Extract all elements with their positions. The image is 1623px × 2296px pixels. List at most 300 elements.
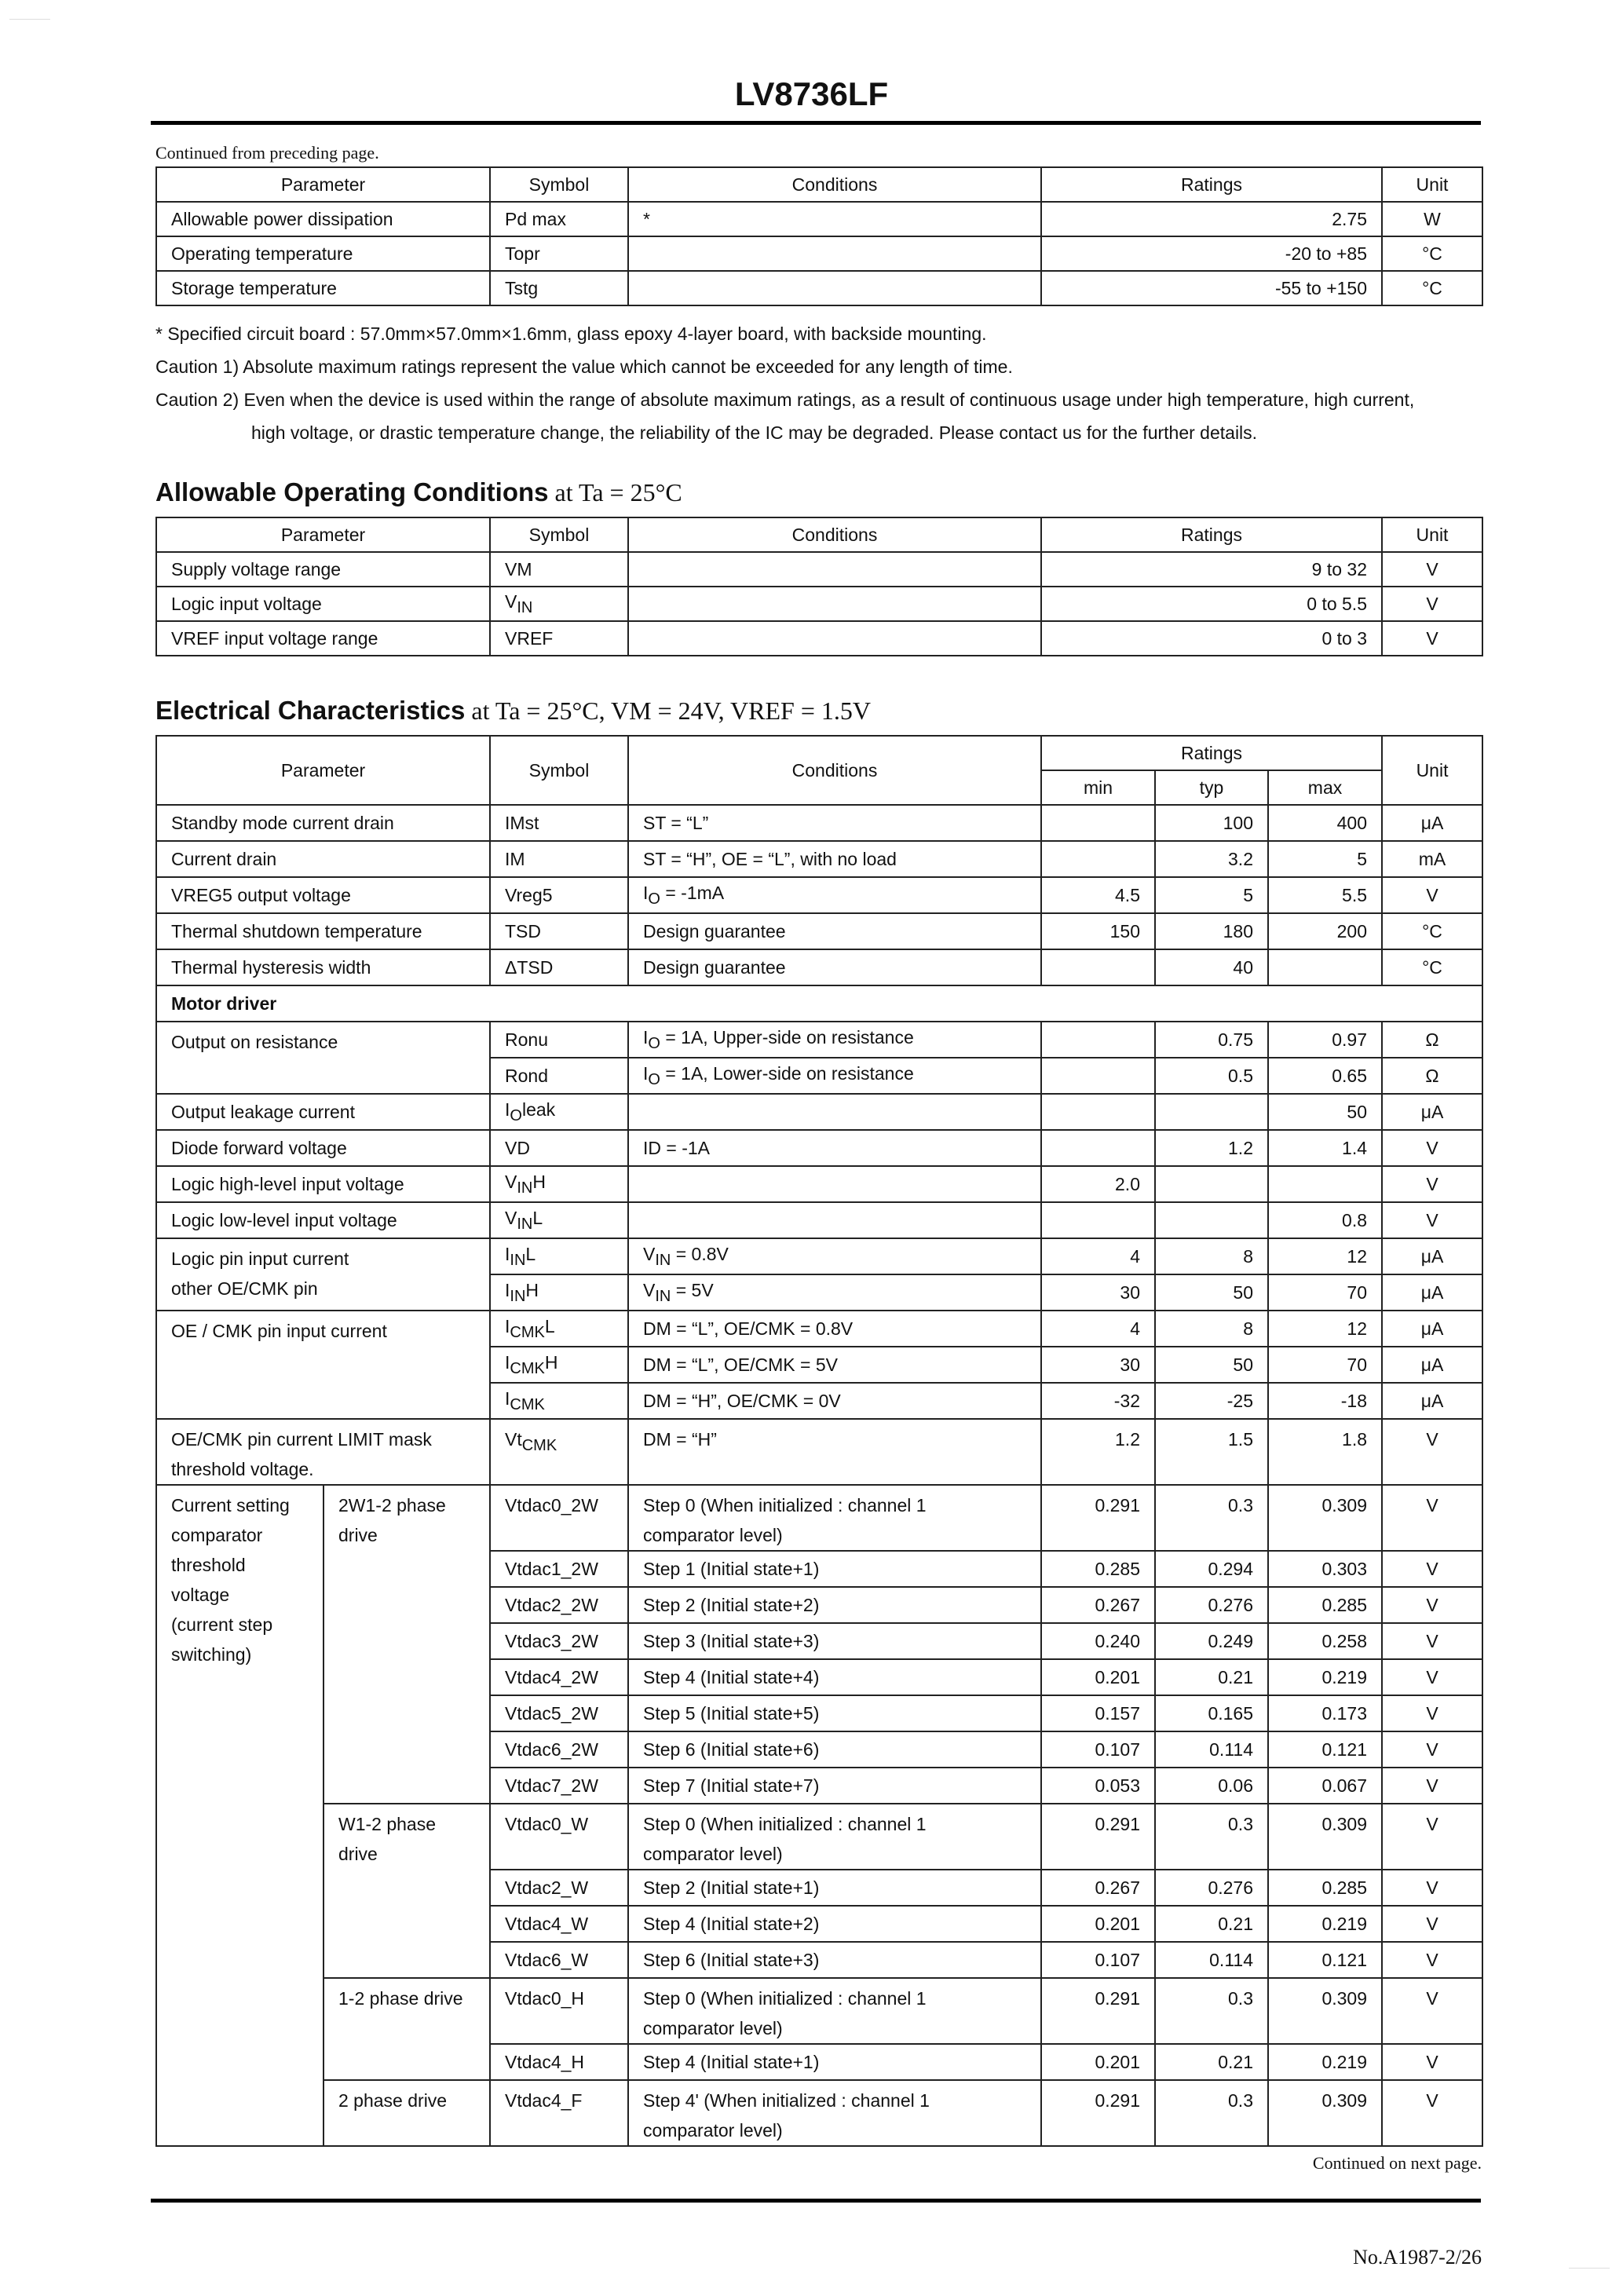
symbol-rest: L xyxy=(544,1315,555,1336)
continued-next-note: Continued on next page. xyxy=(1312,2153,1482,2173)
conditions-cell xyxy=(628,1094,1041,1130)
conditions-cell: Design guarantee xyxy=(628,913,1041,949)
conditions-cell: DM = “L”, OE/CMK = 0.8V xyxy=(628,1311,1041,1347)
min-cell: 2.0 xyxy=(1041,1166,1155,1202)
conditions-cell xyxy=(628,1202,1041,1238)
table-row xyxy=(156,202,1482,236)
ratings-cell: 0 to 3 xyxy=(1041,621,1382,656)
parameter-cell: Logic high-level input voltage xyxy=(156,1166,490,1202)
unit-cell: V xyxy=(1382,1551,1482,1587)
symbol-cell: Vtdac0_W xyxy=(490,1804,628,1870)
parameter-cell: Thermal shutdown temperature xyxy=(156,913,490,949)
typ-cell: 8 xyxy=(1155,1238,1268,1274)
typ-cell: 0.276 xyxy=(1155,1870,1268,1906)
min-cell: 4 xyxy=(1041,1311,1155,1347)
min-cell xyxy=(1041,1022,1155,1058)
symbol-cell: Pd max xyxy=(490,202,628,236)
symbol-cell: Vtdac4_H xyxy=(490,2044,628,2080)
conditions-cell xyxy=(628,552,1041,587)
conditions-cell xyxy=(628,2080,1041,2146)
unit-cell: μA xyxy=(1382,1238,1482,1274)
column-header-min: min xyxy=(1041,770,1155,805)
parameter-cell: Output on resistance xyxy=(156,1022,490,1094)
min-cell: 0.240 xyxy=(1041,1623,1155,1659)
column-header: Unit xyxy=(1382,517,1482,552)
unit-cell: V xyxy=(1382,1485,1482,1551)
table-row xyxy=(156,1094,1482,1130)
table-row xyxy=(156,1166,1482,1202)
table-row xyxy=(156,1022,1482,1058)
section-condition: at Ta = 25°C xyxy=(548,478,682,506)
conditions-cell xyxy=(628,877,1041,913)
cond-rest: = -1mA xyxy=(660,882,725,903)
min-cell: 0.267 xyxy=(1041,1870,1155,1906)
drive-mode-cell xyxy=(324,1804,490,1978)
typ-cell: 0.21 xyxy=(1155,1659,1268,1695)
unit-cell: V xyxy=(1382,1659,1482,1695)
conditions-cell: ST = “H”, OE = “L”, with no load xyxy=(628,841,1041,877)
symbol-rest: leak xyxy=(521,1099,556,1120)
max-cell: 0.173 xyxy=(1268,1695,1382,1731)
symbol-cell: ΔTSD xyxy=(490,949,628,985)
typ-cell: 0.06 xyxy=(1155,1768,1268,1804)
table-row xyxy=(156,1978,1482,2044)
unit-cell: μA xyxy=(1382,805,1482,841)
min-cell: 4 xyxy=(1041,1238,1155,1274)
max-cell: 1.4 xyxy=(1268,1130,1382,1166)
cond-line: comparator level) xyxy=(643,1525,783,1545)
ratings-cell: 9 to 32 xyxy=(1041,552,1382,587)
symbol-subscript: IN xyxy=(517,598,533,616)
parameter-cell: Operating temperature xyxy=(156,236,490,271)
parameter-cell: Logic input voltage xyxy=(156,587,490,621)
unit-cell: V xyxy=(1382,1166,1482,1202)
table-row xyxy=(156,271,1482,305)
parameter-cell: Thermal hysteresis width xyxy=(156,949,490,985)
symbol-cell: Topr xyxy=(490,236,628,271)
table-row xyxy=(156,621,1482,656)
unit-cell: V xyxy=(1382,1623,1482,1659)
parameter-cell: Storage temperature xyxy=(156,271,490,305)
parameter-line: comparator xyxy=(171,1525,263,1545)
symbol-cell: Vtdac2_2W xyxy=(490,1587,628,1623)
symbol-cell: Vtdac4_2W xyxy=(490,1659,628,1695)
unit-cell: V xyxy=(1382,1202,1482,1238)
conditions-cell: Step 2 (Initial state+2) xyxy=(628,1587,1041,1623)
symbol-cell xyxy=(490,1419,628,1485)
table-header-row xyxy=(156,167,1482,202)
doc-number: No.A1987-2/26 xyxy=(1353,2246,1482,2269)
cond-rest: = 1A, Lower-side on resistance xyxy=(660,1062,914,1084)
min-cell: 0.291 xyxy=(1041,2080,1155,2146)
continued-from-note: Continued from preceding page. xyxy=(155,143,379,163)
conditions-cell: * xyxy=(628,202,1041,236)
symbol-cell: Vtdac3_2W xyxy=(490,1623,628,1659)
parameter-cell: Diode forward voltage xyxy=(156,1130,490,1166)
typ-cell: 1.5 xyxy=(1155,1419,1268,1485)
typ-cell: 0.21 xyxy=(1155,1906,1268,1942)
symbol-cell: Vreg5 xyxy=(490,877,628,913)
typ-cell: 1.2 xyxy=(1155,1130,1268,1166)
unit-cell: Ω xyxy=(1382,1058,1482,1094)
table-row xyxy=(156,841,1482,877)
cond-subscript: O xyxy=(648,890,660,908)
mode-line: drive xyxy=(338,1844,378,1864)
ratings-cell: -55 to +150 xyxy=(1041,271,1382,305)
parameter-line: Logic pin input current xyxy=(171,1249,349,1269)
parameter-line: (current step xyxy=(171,1614,273,1635)
symbol-cell: Tstg xyxy=(490,271,628,305)
parameter-cell: VREF input voltage range xyxy=(156,621,490,656)
column-header: Conditions xyxy=(628,517,1041,552)
table-row xyxy=(156,1311,1482,1347)
max-cell: 0.219 xyxy=(1268,2044,1382,2080)
unit-cell: V xyxy=(1382,877,1482,913)
cond-rest: = 5V xyxy=(671,1279,714,1300)
symbol-cell xyxy=(490,1166,628,1202)
min-cell: 0.201 xyxy=(1041,1906,1155,1942)
min-cell xyxy=(1041,841,1155,877)
section-title: Allowable Operating Conditions xyxy=(155,477,549,506)
parameter-line: other OE/CMK pin xyxy=(171,1278,318,1299)
unit-cell: °C xyxy=(1382,949,1482,985)
symbol-rest: L xyxy=(532,1207,543,1228)
unit-cell: V xyxy=(1382,552,1482,587)
max-cell: 0.309 xyxy=(1268,1485,1382,1551)
ratings-cell: 0 to 5.5 xyxy=(1041,587,1382,621)
symbol-main: I xyxy=(505,1315,510,1336)
min-cell: 0.291 xyxy=(1041,1804,1155,1870)
min-cell xyxy=(1041,1094,1155,1130)
conditions-cell: Design guarantee xyxy=(628,949,1041,985)
cond-main: I xyxy=(643,882,649,903)
min-cell xyxy=(1041,949,1155,985)
parameter-cell: OE / CMK pin input current xyxy=(156,1311,490,1419)
typ-cell: 0.165 xyxy=(1155,1695,1268,1731)
max-cell: 70 xyxy=(1268,1274,1382,1311)
unit-cell: μA xyxy=(1382,1347,1482,1383)
conditions-cell: Step 4 (Initial state+1) xyxy=(628,2044,1041,2080)
symbol-cell: Vtdac0_2W xyxy=(490,1485,628,1551)
cond-subscript: IN xyxy=(655,1287,671,1305)
unit-cell: W xyxy=(1382,202,1482,236)
max-cell: 0.309 xyxy=(1268,1978,1382,2044)
min-cell: 0.285 xyxy=(1041,1551,1155,1587)
max-cell: 400 xyxy=(1268,805,1382,841)
typ-cell: 100 xyxy=(1155,805,1268,841)
max-cell: 5 xyxy=(1268,841,1382,877)
unit-cell: μA xyxy=(1382,1274,1482,1311)
conditions-cell: Step 4 (Initial state+2) xyxy=(628,1906,1041,1942)
cond-main: I xyxy=(643,1026,649,1047)
parameter-line: switching) xyxy=(171,1644,252,1665)
cond-subscript: IN xyxy=(655,1251,671,1269)
conditions-cell xyxy=(628,1485,1041,1551)
cond-subscript: O xyxy=(648,1070,660,1088)
symbol-cell: TSD xyxy=(490,913,628,949)
caution-2-continued: high voltage, or drastic temperature change, the reliability of the IC may be degraded. Please contact us for the further details. xyxy=(251,422,1258,443)
cond-line: Step 0 (When initialized : channel 1 xyxy=(643,1495,927,1515)
typ-cell: 0.294 xyxy=(1155,1551,1268,1587)
unit-cell: V xyxy=(1382,1731,1482,1768)
symbol-main: V xyxy=(505,1171,517,1192)
unit-cell: V xyxy=(1382,1906,1482,1942)
typ-cell: 8 xyxy=(1155,1311,1268,1347)
table-row xyxy=(156,1804,1482,1870)
table-header-row xyxy=(156,736,1482,770)
parameter-line: OE/CMK pin current LIMIT mask xyxy=(171,1429,432,1450)
unit-cell: °C xyxy=(1382,271,1482,305)
min-cell: 0.291 xyxy=(1041,1485,1155,1551)
column-header: Parameter xyxy=(156,517,490,552)
symbol-cell: Vtdac6_W xyxy=(490,1942,628,1978)
unit-cell: V xyxy=(1382,621,1482,656)
symbol-cell: Vtdac4_F xyxy=(490,2080,628,2146)
min-cell: 0.107 xyxy=(1041,1942,1155,1978)
typ-cell: 0.276 xyxy=(1155,1587,1268,1623)
max-cell: 0.067 xyxy=(1268,1768,1382,1804)
parameter-cell: VREG5 output voltage xyxy=(156,877,490,913)
symbol-cell: VM xyxy=(490,552,628,587)
symbol-main: I xyxy=(505,1387,510,1409)
typ-cell: 5 xyxy=(1155,877,1268,913)
column-header: Ratings xyxy=(1041,736,1382,770)
unit-cell: V xyxy=(1382,587,1482,621)
parameter-cell: Current drain xyxy=(156,841,490,877)
table-row xyxy=(156,949,1482,985)
parameter-cell: Supply voltage range xyxy=(156,552,490,587)
conditions-cell: Step 4 (Initial state+4) xyxy=(628,1659,1041,1695)
cond-line: comparator level) xyxy=(643,2120,783,2141)
max-cell: -18 xyxy=(1268,1383,1382,1419)
symbol-main: I xyxy=(505,1351,510,1373)
symbol-cell: IM xyxy=(490,841,628,877)
min-cell: 1.2 xyxy=(1041,1419,1155,1485)
max-cell xyxy=(1268,1166,1382,1202)
max-cell: 0.219 xyxy=(1268,1906,1382,1942)
symbol-subscript: CMK xyxy=(510,1323,545,1341)
section-label: Motor driver xyxy=(156,985,1482,1022)
max-cell: 0.285 xyxy=(1268,1587,1382,1623)
table-row xyxy=(156,913,1482,949)
min-cell xyxy=(1041,805,1155,841)
symbol-cell xyxy=(490,1274,628,1311)
table-row xyxy=(156,1130,1482,1166)
unit-cell: μA xyxy=(1382,1383,1482,1419)
table-row xyxy=(156,587,1482,621)
typ-cell: 0.3 xyxy=(1155,1804,1268,1870)
symbol-cell: Vtdac4_W xyxy=(490,1906,628,1942)
symbol-rest: L xyxy=(525,1243,536,1264)
unit-cell: V xyxy=(1382,1695,1482,1731)
typ-cell: 0.114 xyxy=(1155,1942,1268,1978)
max-cell: 0.219 xyxy=(1268,1659,1382,1695)
max-cell: 0.121 xyxy=(1268,1942,1382,1978)
allowable-table xyxy=(155,517,1483,656)
min-cell: 0.291 xyxy=(1041,1978,1155,2044)
symbol-main: V xyxy=(505,1207,517,1228)
unit-cell: V xyxy=(1382,2080,1482,2146)
symbol-cell: Vtdac0_H xyxy=(490,1978,628,2044)
max-cell: 1.8 xyxy=(1268,1419,1382,1485)
max-cell: 50 xyxy=(1268,1094,1382,1130)
parameter-cell: Standby mode current drain xyxy=(156,805,490,841)
parameter-cell: Logic low-level input voltage xyxy=(156,1202,490,1238)
typ-cell: 50 xyxy=(1155,1347,1268,1383)
max-cell: 12 xyxy=(1268,1238,1382,1274)
symbol-rest: H xyxy=(532,1171,546,1192)
conditions-cell xyxy=(628,1238,1041,1274)
table-row xyxy=(156,1419,1482,1485)
symbol-cell xyxy=(490,587,628,621)
conditions-cell: Step 7 (Initial state+7) xyxy=(628,1768,1041,1804)
mode-line: W1-2 phase xyxy=(338,1814,437,1834)
min-cell: 0.053 xyxy=(1041,1768,1155,1804)
drive-mode-cell xyxy=(324,1485,490,1804)
unit-cell: V xyxy=(1382,1804,1482,1870)
table-row xyxy=(156,1485,1482,1551)
typ-cell: -25 xyxy=(1155,1383,1268,1419)
ratings-cell: 2.75 xyxy=(1041,202,1382,236)
caution-1: Caution 1) Absolute maximum ratings represent the value which cannot be exceeded for any length of time. xyxy=(155,356,1013,377)
drive-mode-cell: 1-2 phase drive xyxy=(324,1978,490,2080)
cond-rest: = 0.8V xyxy=(671,1243,729,1264)
header-rule xyxy=(151,121,1481,125)
parameter-cell: Output leakage current xyxy=(156,1094,490,1130)
cond-rest: = 1A, Upper-side on resistance xyxy=(660,1026,914,1047)
conditions-cell xyxy=(628,1978,1041,2044)
typ-cell: 0.5 xyxy=(1155,1058,1268,1094)
section-row xyxy=(156,985,1482,1022)
typ-cell: 0.3 xyxy=(1155,2080,1268,2146)
parameter-cell xyxy=(156,1419,490,1485)
column-header-max: max xyxy=(1268,770,1382,805)
conditions-cell xyxy=(628,1022,1041,1058)
typ-cell: 0.75 xyxy=(1155,1022,1268,1058)
column-header-typ: typ xyxy=(1155,770,1268,805)
column-header: Conditions xyxy=(628,736,1041,805)
conditions-cell xyxy=(628,1274,1041,1311)
parameter-line: Current setting xyxy=(171,1495,290,1515)
min-cell: 30 xyxy=(1041,1274,1155,1311)
conditions-cell xyxy=(628,1166,1041,1202)
column-header: Ratings xyxy=(1041,517,1382,552)
conditions-cell: ID = -1A xyxy=(628,1130,1041,1166)
table-row xyxy=(156,236,1482,271)
table-header-row xyxy=(156,517,1482,552)
unit-cell: mA xyxy=(1382,841,1482,877)
conditions-cell xyxy=(628,1058,1041,1094)
cond-main: V xyxy=(643,1279,656,1300)
symbol-subscript: CMK xyxy=(510,1359,545,1377)
table-row xyxy=(156,1238,1482,1274)
max-cell: 0.309 xyxy=(1268,1804,1382,1870)
cond-subscript: O xyxy=(648,1034,660,1052)
min-cell xyxy=(1041,1202,1155,1238)
max-cell: 5.5 xyxy=(1268,877,1382,913)
symbol-cell: Vtdac2_W xyxy=(490,1870,628,1906)
page-title: LV8736LF xyxy=(734,75,889,112)
conditions-cell: Step 3 (Initial state+3) xyxy=(628,1623,1041,1659)
unit-cell: °C xyxy=(1382,236,1482,271)
typ-cell xyxy=(1155,1166,1268,1202)
min-cell: 0.267 xyxy=(1041,1587,1155,1623)
min-cell: 0.157 xyxy=(1041,1695,1155,1731)
unit-cell: V xyxy=(1382,1978,1482,2044)
min-cell: 0.201 xyxy=(1041,1659,1155,1695)
symbol-cell xyxy=(490,1202,628,1238)
typ-cell: 0.114 xyxy=(1155,1731,1268,1768)
table-row xyxy=(156,877,1482,913)
symbol-cell: VD xyxy=(490,1130,628,1166)
symbol-subscript: O xyxy=(510,1106,522,1124)
conditions-cell: DM = “H” xyxy=(628,1419,1041,1485)
symbol-main: I xyxy=(505,1243,510,1264)
symbol-cell: Vtdac6_2W xyxy=(490,1731,628,1768)
symbol-cell xyxy=(490,1238,628,1274)
symbol-rest: H xyxy=(525,1279,539,1300)
scan-corner-mark xyxy=(1569,2268,1610,2269)
max-cell: 0.309 xyxy=(1268,2080,1382,2146)
symbol-cell xyxy=(490,1383,628,1419)
column-header: Ratings xyxy=(1041,167,1382,202)
conditions-cell xyxy=(628,587,1041,621)
conditions-cell: Step 6 (Initial state+3) xyxy=(628,1942,1041,1978)
table-row xyxy=(156,1202,1482,1238)
symbol-subscript: CMK xyxy=(521,1437,557,1454)
parameter-cell xyxy=(156,1238,490,1311)
symbol-cell: Vtdac5_2W xyxy=(490,1695,628,1731)
table-row xyxy=(156,552,1482,587)
cond-main: I xyxy=(643,1062,649,1084)
min-cell: 0.201 xyxy=(1041,2044,1155,2080)
symbol-cell: Vtdac1_2W xyxy=(490,1551,628,1587)
cond-line: comparator level) xyxy=(643,2018,783,2038)
symbol-main: I xyxy=(505,1099,510,1120)
max-cell: 0.258 xyxy=(1268,1623,1382,1659)
footer-rule xyxy=(151,2199,1481,2203)
unit-cell: μA xyxy=(1382,1311,1482,1347)
symbol-cell xyxy=(490,1311,628,1347)
unit-cell: V xyxy=(1382,1768,1482,1804)
cond-line: Step 0 (When initialized : channel 1 xyxy=(643,1814,927,1834)
parameter-line: threshold xyxy=(171,1555,246,1575)
typ-cell: 3.2 xyxy=(1155,841,1268,877)
conditions-cell xyxy=(628,271,1041,305)
conditions-cell: Step 5 (Initial state+5) xyxy=(628,1695,1041,1731)
max-cell: 0.285 xyxy=(1268,1870,1382,1906)
symbol-cell: VREF xyxy=(490,621,628,656)
symbol-cell: IMst xyxy=(490,805,628,841)
parameter-cell: Allowable power dissipation xyxy=(156,202,490,236)
max-cell: 0.65 xyxy=(1268,1058,1382,1094)
unit-cell: °C xyxy=(1382,913,1482,949)
conditions-cell: Step 6 (Initial state+6) xyxy=(628,1731,1041,1768)
conditions-cell: ST = “L” xyxy=(628,805,1041,841)
section-condition: at Ta = 25°C, VM = 24V, VREF = 1.5V xyxy=(465,696,871,725)
section-heading-allowable xyxy=(155,477,682,507)
column-header: Conditions xyxy=(628,167,1041,202)
symbol-cell xyxy=(490,1094,628,1130)
max-cell: 70 xyxy=(1268,1347,1382,1383)
max-cell: 0.8 xyxy=(1268,1202,1382,1238)
symbol-rest: H xyxy=(544,1351,558,1373)
max-cell: 0.121 xyxy=(1268,1731,1382,1768)
min-cell: 4.5 xyxy=(1041,877,1155,913)
symbol-subscript: IN xyxy=(510,1287,526,1305)
column-header: Parameter xyxy=(156,167,490,202)
unit-cell: V xyxy=(1382,2044,1482,2080)
